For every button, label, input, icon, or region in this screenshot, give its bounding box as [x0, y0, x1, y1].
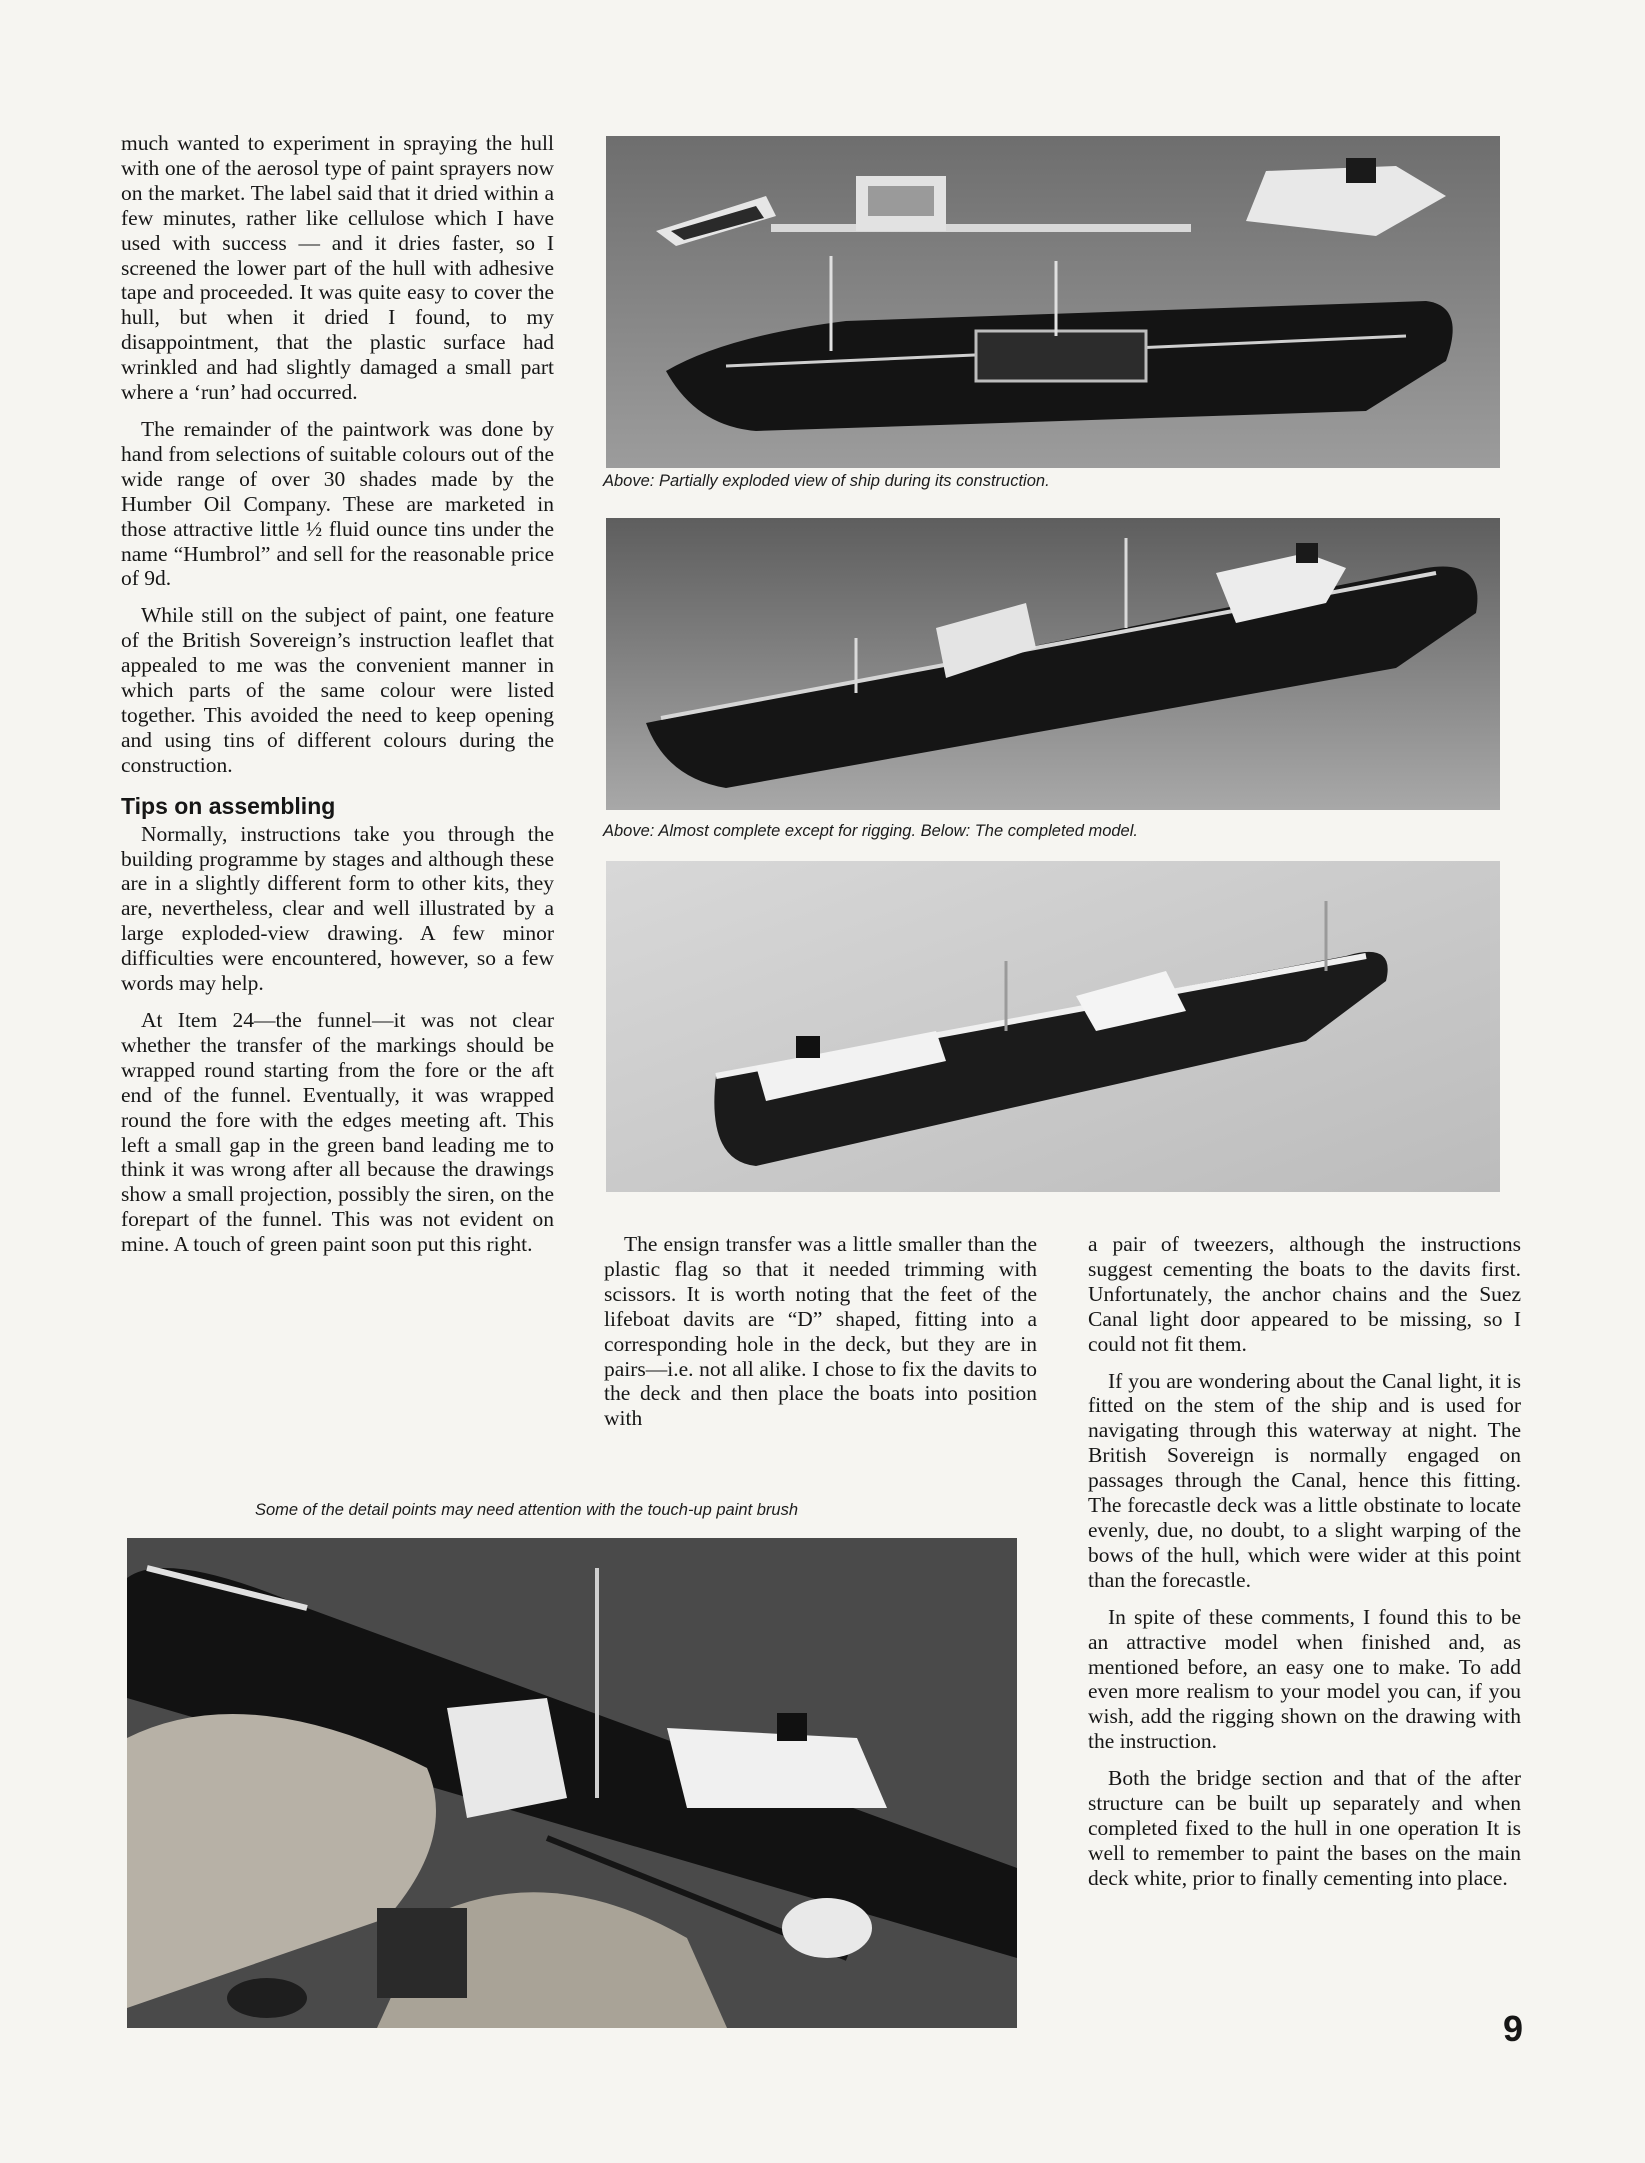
photo-touch-up-paint	[127, 1538, 1017, 2028]
section-heading: Tips on assembling	[121, 792, 336, 819]
photo-caption: Above: Partially exploded view of ship during its construction.	[603, 472, 1050, 490]
paragraph: The ensign transfer was a little smaller than the plastic flag so that it needed trimming with scissors. It is worth noting that the feet of the lifeboat davits are “D” shaped, fitting into a corresponding hole in the deck, but they are in pairs—i.e. not all alike. I chose to fix the davits to the deck and then place the boats into position with	[604, 1232, 1037, 1431]
paragraph: At Item 24—the funnel—it was not clear whether the transfer of the markings should be wrapped round starting from the fore or the aft end of the funnel. Eventually, it was wrapped round the fore with the edges meeting aft. This left a small gap in the green band leading me to think it was wrong after all because the drawings show a small projection, possibly the siren, on the forepart of the funnel. This was not evident on mine. A touch of green paint soon put this right.	[121, 1008, 554, 1257]
paragraph: If you are wondering about the Canal light, it is fitted on the stem of the ship and is used for navigating through this waterway at night. The British Sovereign is normally engaged on passages through the Canal, hence this fitting. The forecastle deck was a little obstinate to locate evenly, due, no doubt, to a slight warping of the bows of the hull, which were wider at this point than the forecastle.	[1088, 1368, 1521, 1592]
middle-column	[604, 1232, 1037, 1443]
paragraph: The remainder of the paintwork was done by hand from selections of suitable colours out of the wide range of over 30 shades made by the Humber Oil Company. These are marketed in those attractive little ½ fluid ounce tins under the name “Humbrol” and sell for the reasonable price of 9d.	[121, 416, 554, 591]
paragraph: In spite of these comments, I found this to be an attractive model when finished and, as mentioned before, an easy one to make. To add even more realism to your model you can, if you wish, add the rigging shown on the drawing with the instruction.	[1088, 1604, 1521, 1754]
photo-exploded-view	[606, 136, 1500, 468]
left-column	[121, 131, 554, 1269]
photo-completed-model	[606, 861, 1500, 1192]
photo-caption: Some of the detail points may need attention with the touch-up paint brush	[255, 1501, 799, 1519]
paragraph: While still on the subject of paint, one feature of the British Sovereign’s instruction leaflet that appealed to me was the convenient manner in which parts of the same colour were listed together. This avoided the need to keep opening and using tins of different colours during the construction.	[121, 603, 554, 777]
paragraph: much wanted to experiment in spraying the hull with one of the aerosol type of paint sprayers now on the market. The label said that it dried within a few minutes, rather like cellulose which I have used with success — and it dries faster, so I screened the lower part of the hull with adhesive tape and proceeded. It was quite easy to cover the hull, but when it dried I found, to my disappointment, that the plastic surface had wrinkled and had slightly damaged a small part where a ‘run’ had occurred.	[121, 131, 554, 405]
page-number: 9	[1503, 2008, 1524, 2049]
photo-caption: Above: Almost complete except for rigging. Below: The completed model.	[603, 822, 1138, 840]
paragraph: Both the bridge section and that of the after structure can be built up separately and when completed fixed to the hull in one operation It is well to remember to paint the bases on the main deck white, prior to finally cementing into place.	[1088, 1766, 1521, 1890]
right-column	[1088, 1232, 1521, 1903]
paragraph: a pair of tweezers, although the instructions suggest cementing the boats to the davits first. Unfortunately, the anchor chains and the Suez Canal light door appeared to be missing, so I could not fit them.	[1088, 1232, 1521, 1356]
paragraph: Normally, instructions take you through the building programme by stages and although these are in a slightly different form to other kits, they are, nevertheless, clear and well illustrated by a large exploded-view drawing. A few minor difficulties were encountered, however, so a few words may help.	[121, 821, 554, 996]
photo-almost-complete	[606, 518, 1500, 810]
